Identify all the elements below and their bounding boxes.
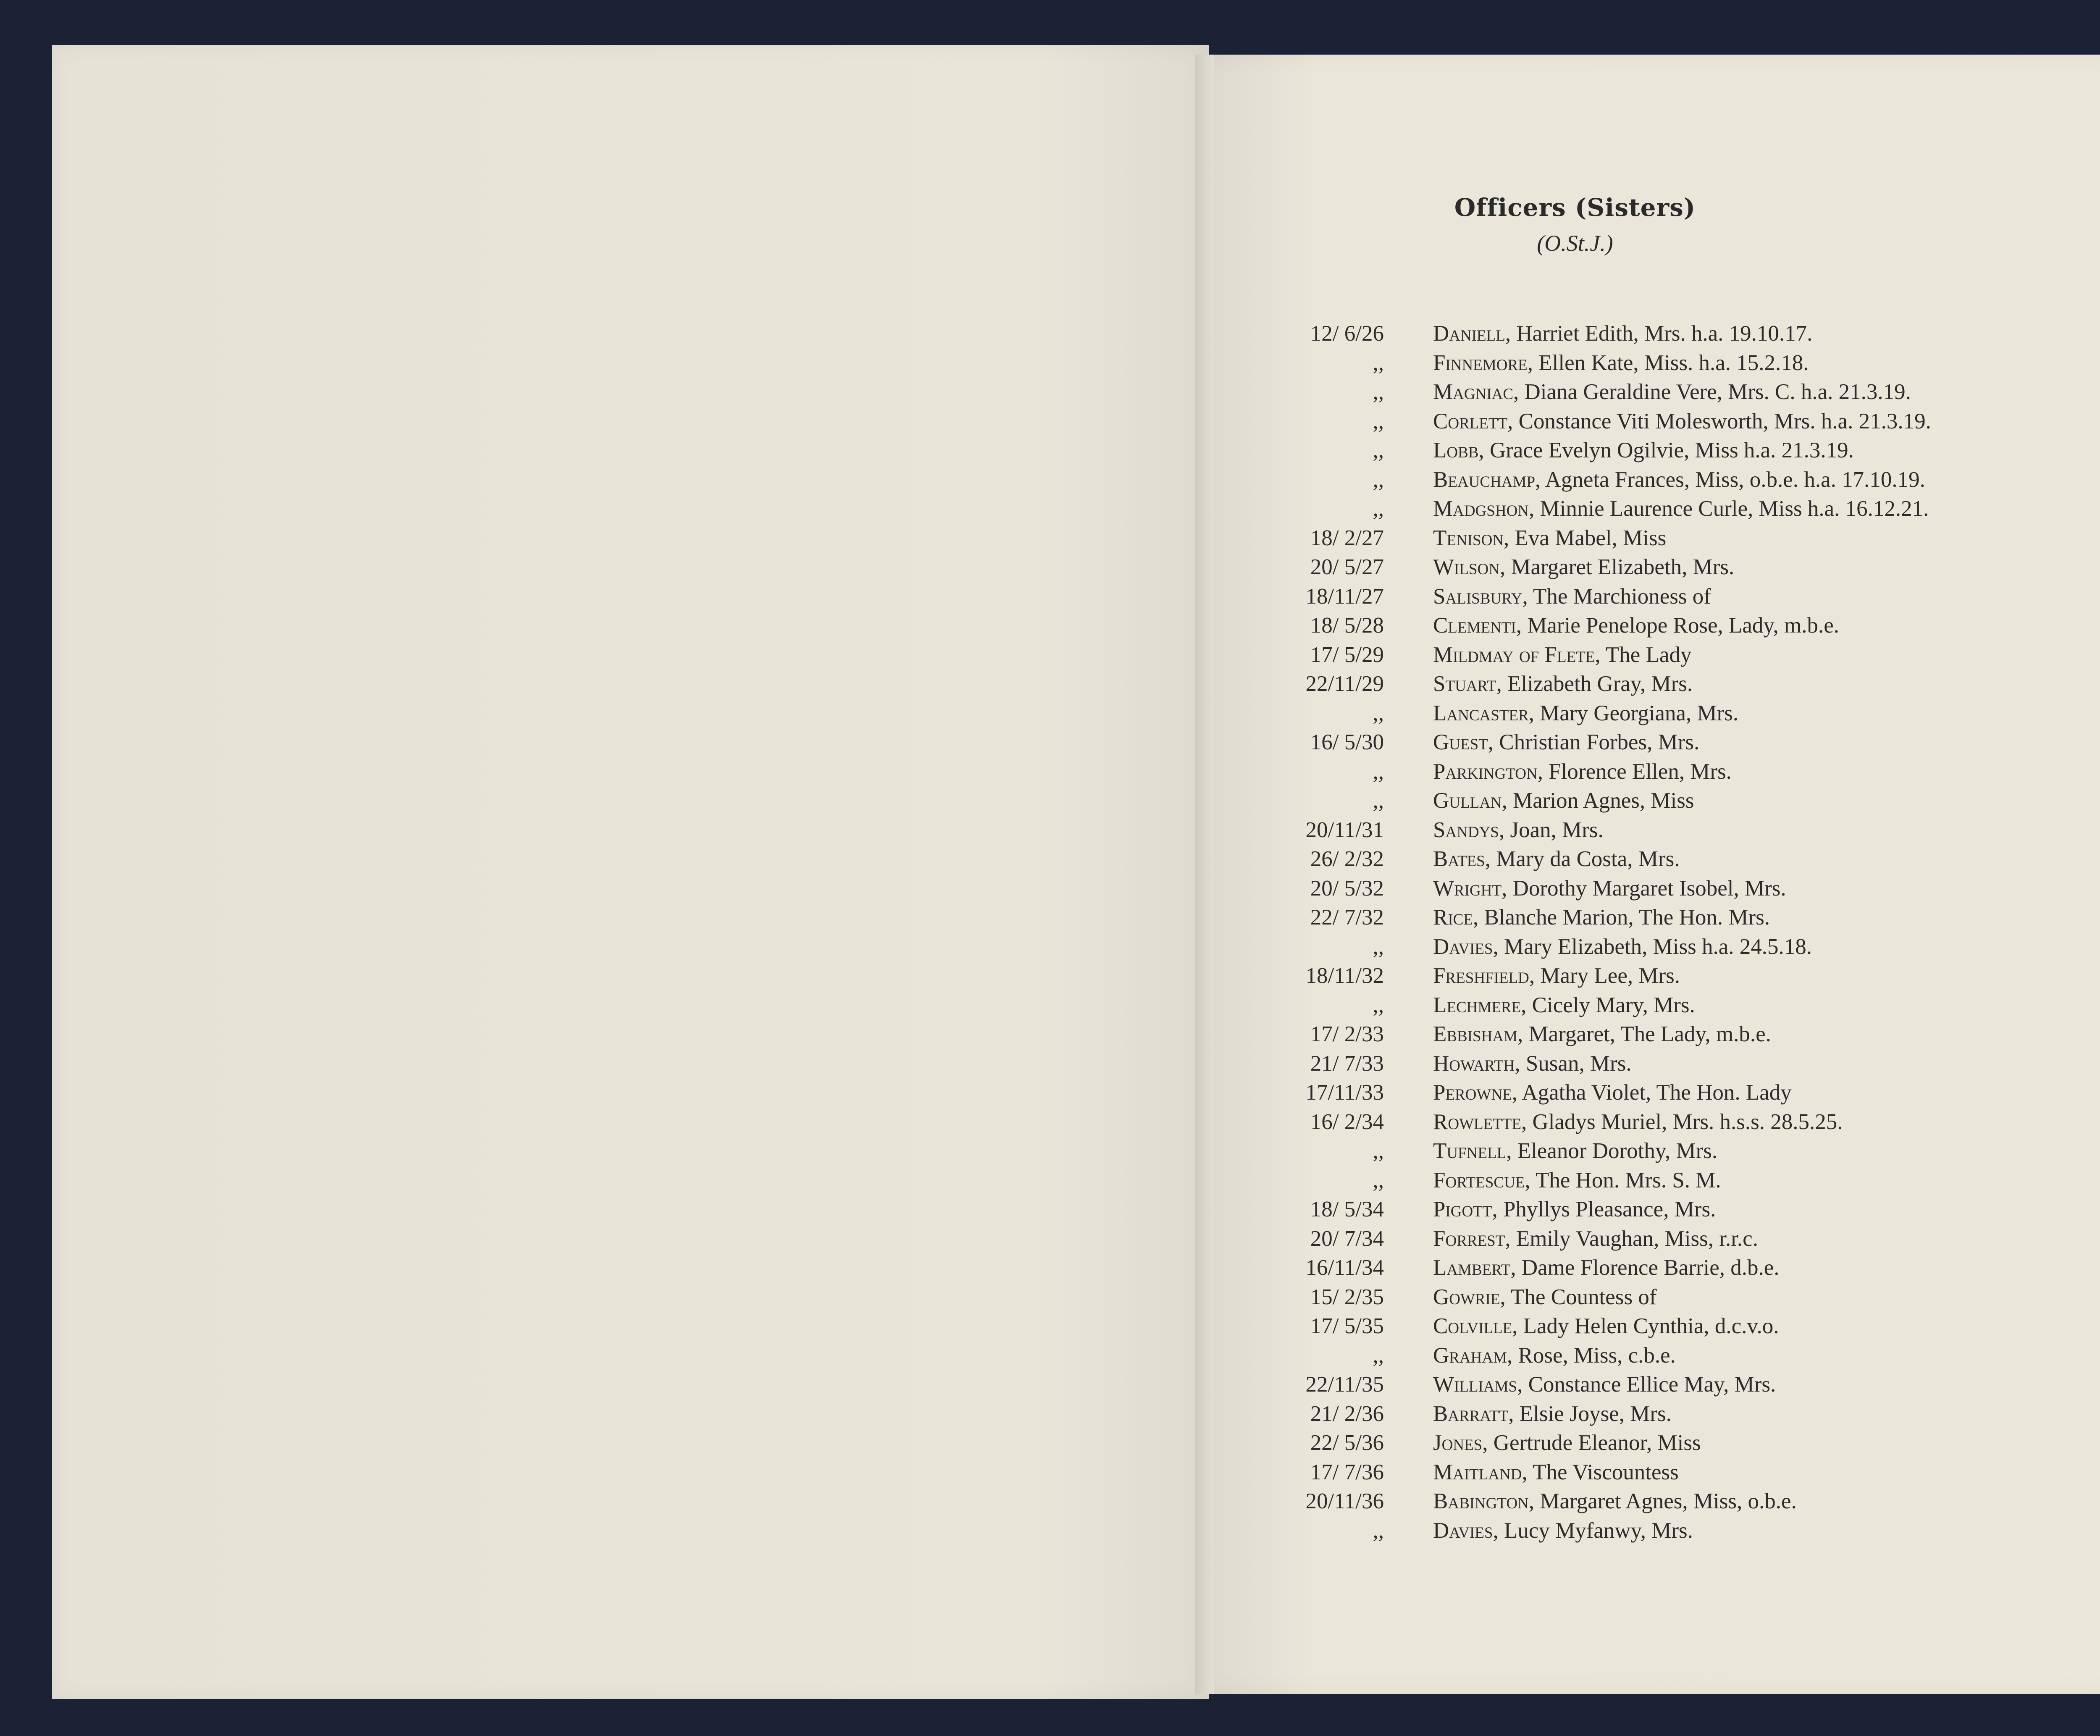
entry-surname: Perowne xyxy=(1433,1080,1512,1105)
entry-name xyxy=(1433,701,1738,726)
list-item xyxy=(1254,846,2100,876)
list-item xyxy=(1254,1168,2100,1197)
entry-details: , Marie Penelope Rose, Lady, m.b.e. xyxy=(1516,613,1839,638)
entry-details: , Lucy Myfanwy, Mrs. xyxy=(1493,1518,1693,1543)
entry-date: 16/ 5/30 xyxy=(1310,730,1384,754)
entry-date: 18/11/27 xyxy=(1305,584,1384,609)
entry-name xyxy=(1433,1197,1716,1222)
list-item xyxy=(1254,1197,2100,1226)
entry-details: , Susan, Mrs. xyxy=(1515,1051,1632,1076)
entry-details: , Agneta Frances, Miss, o.b.e. h.a. 17.10.19. xyxy=(1535,467,1925,492)
entry-surname: Beauchamp xyxy=(1433,467,1535,492)
list-item xyxy=(1254,788,2100,817)
entry-surname: Magniac xyxy=(1433,380,1514,404)
entry-name xyxy=(1433,642,1691,667)
list-item xyxy=(1254,613,2100,642)
list-item xyxy=(1254,671,2100,701)
entry-date: 16/ 2/34 xyxy=(1310,1109,1384,1134)
entry-name xyxy=(1433,671,1693,696)
list-item xyxy=(1254,1313,2100,1343)
entry-name xyxy=(1433,1284,1656,1310)
list-item xyxy=(1254,934,2100,964)
entry-name xyxy=(1433,730,1699,755)
entry-surname: Tenison xyxy=(1433,525,1504,550)
entry-name xyxy=(1433,993,1695,1018)
entry-date: ,, xyxy=(1373,409,1384,433)
entry-surname: Freshfield xyxy=(1433,964,1529,988)
entry-name xyxy=(1433,876,1786,901)
entry-surname: Davies xyxy=(1433,934,1493,959)
entry-name xyxy=(1433,905,1770,930)
entry-surname: Clementi xyxy=(1433,613,1516,638)
entry-name xyxy=(1433,1168,1721,1193)
entry-date: ,, xyxy=(1373,467,1384,492)
entry-date: ,, xyxy=(1373,788,1384,813)
entry-surname: Salisbury xyxy=(1433,584,1522,609)
entry-details: , Margaret Elizabeth, Mrs. xyxy=(1499,555,1735,579)
entry-details: , Florence Ellen, Mrs. xyxy=(1537,759,1732,784)
list-item xyxy=(1254,876,2100,905)
list-item xyxy=(1254,1022,2100,1051)
entry-date: 20/11/36 xyxy=(1305,1489,1384,1513)
entry-surname: Babington xyxy=(1433,1489,1529,1513)
entry-details: , Margaret, The Lady, m.b.e. xyxy=(1517,1022,1771,1046)
entry-surname: Wright xyxy=(1433,876,1502,901)
entry-details: , Gladys Muriel, Mrs. h.s.s. 28.5.25. xyxy=(1521,1109,1843,1134)
entry-name xyxy=(1433,963,1680,988)
list-item xyxy=(1254,321,2100,350)
entry-details: , Christian Forbes, Mrs. xyxy=(1488,730,1700,754)
entry-name xyxy=(1433,1489,1797,1514)
entry-date: 20/11/31 xyxy=(1305,817,1384,842)
entry-surname: Fortescue xyxy=(1433,1168,1525,1192)
entry-details: , Mary Lee, Mrs. xyxy=(1529,964,1680,988)
entry-surname: Madgshon xyxy=(1433,496,1529,521)
list-item xyxy=(1254,1109,2100,1139)
list-item xyxy=(1254,1138,2100,1168)
entry-name xyxy=(1433,1460,1679,1485)
entry-date: 22/ 7/32 xyxy=(1310,905,1384,930)
entry-details: , Dame Florence Barrie, d.b.e. xyxy=(1510,1255,1780,1280)
entry-details: , Joan, Mrs. xyxy=(1499,817,1604,842)
entry-surname: Ebbisham xyxy=(1433,1022,1517,1046)
entry-date: ,, xyxy=(1373,438,1384,462)
entry-surname: Sandys xyxy=(1433,817,1499,842)
entry-date: ,, xyxy=(1373,1168,1384,1192)
entry-date: ,, xyxy=(1373,1343,1384,1368)
entry-details: , The Lady xyxy=(1595,642,1692,667)
entry-details: , Cicely Mary, Mrs. xyxy=(1521,993,1695,1017)
entry-details: , Constance Ellice May, Mrs. xyxy=(1517,1372,1776,1397)
entry-date: 16/11/34 xyxy=(1305,1255,1384,1280)
entry-name xyxy=(1433,788,1694,813)
entry-name xyxy=(1433,584,1711,609)
entry-date: 18/ 5/28 xyxy=(1310,613,1384,638)
list-item xyxy=(1254,554,2100,584)
entry-name xyxy=(1433,817,1604,843)
entry-surname: Maitland xyxy=(1433,1460,1522,1484)
list-item xyxy=(1254,379,2100,409)
entry-name xyxy=(1433,1022,1771,1047)
entry-date: 22/11/35 xyxy=(1305,1372,1384,1397)
entry-name xyxy=(1433,525,1666,551)
heading-title: Officers (Sisters) xyxy=(1454,193,1696,222)
entry-surname: Graham xyxy=(1433,1343,1507,1368)
entry-details: , Phyllys Pleasance, Mrs. xyxy=(1492,1197,1716,1221)
entry-details: , Eva Mabel, Miss xyxy=(1504,525,1667,550)
entry-details: , Gertrude Eleanor, Miss xyxy=(1482,1431,1701,1455)
entry-details: , Margaret Agnes, Miss, o.b.e. xyxy=(1528,1489,1797,1513)
entry-surname: Gullan xyxy=(1433,788,1502,813)
list-item xyxy=(1254,496,2100,525)
entry-surname: Rice xyxy=(1433,905,1473,930)
entry-date: 18/11/32 xyxy=(1305,964,1384,988)
list-item xyxy=(1254,584,2100,613)
entry-surname: Corlett xyxy=(1433,409,1508,433)
list-item xyxy=(1254,1372,2100,1401)
entry-date: 17/ 2/33 xyxy=(1310,1022,1384,1046)
entry-date: 21/ 2/36 xyxy=(1310,1401,1384,1426)
entry-surname: Bates xyxy=(1433,847,1485,871)
entry-surname: Finnemore xyxy=(1433,350,1528,375)
entry-name xyxy=(1433,467,1925,492)
list-item xyxy=(1254,993,2100,1022)
entry-details: , Emily Vaughan, Miss, r.r.c. xyxy=(1505,1226,1758,1251)
list-item xyxy=(1254,963,2100,993)
entry-details: , Mary Elizabeth, Miss h.a. 24.5.18. xyxy=(1493,934,1812,959)
entry-name xyxy=(1433,1109,1843,1135)
entry-surname: Gowrie xyxy=(1433,1284,1500,1309)
left-page xyxy=(52,45,1209,1699)
entry-name xyxy=(1433,321,1812,346)
list-item xyxy=(1254,642,2100,672)
entry-surname: Forrest xyxy=(1433,1226,1505,1251)
entry-date: ,, xyxy=(1373,1518,1384,1543)
entry-name xyxy=(1433,1313,1779,1339)
entry-surname: Lancaster xyxy=(1433,701,1529,725)
entry-details: , Rose, Miss, c.b.e. xyxy=(1507,1343,1676,1368)
entry-surname: Williams xyxy=(1433,1372,1517,1397)
entry-details: , Constance Viti Molesworth, Mrs. h.a. 21.3.19. xyxy=(1507,409,1931,433)
entry-date: 17/ 5/35 xyxy=(1310,1314,1384,1338)
entry-name xyxy=(1433,1372,1776,1397)
heading-subtitle: (O.St.J.) xyxy=(1537,231,1613,256)
list-item xyxy=(1254,525,2100,555)
entry-surname: Mildmay of Flete xyxy=(1433,642,1595,667)
entry-surname: Parkington xyxy=(1433,759,1538,784)
list-item xyxy=(1254,701,2100,730)
entry-date: ,, xyxy=(1373,934,1384,959)
entry-date: ,, xyxy=(1373,1139,1384,1163)
entry-details: , Marion Agnes, Miss xyxy=(1502,788,1694,813)
entry-details: , The Hon. Mrs. S. M. xyxy=(1525,1168,1721,1192)
entry-surname: Colville xyxy=(1433,1314,1512,1338)
list-item xyxy=(1254,1430,2100,1460)
entry-name xyxy=(1433,1138,1717,1163)
entry-name xyxy=(1433,1051,1632,1076)
entry-surname: Jones xyxy=(1433,1431,1483,1455)
entry-date: 17/ 7/36 xyxy=(1310,1460,1384,1484)
entry-details: , Agatha Violet, The Hon. Lady xyxy=(1512,1080,1792,1105)
entry-name xyxy=(1433,1226,1758,1251)
list-item xyxy=(1254,1226,2100,1255)
entry-details: , Ellen Kate, Miss. h.a. 15.2.18. xyxy=(1527,350,1809,375)
entry-date: 18/ 2/27 xyxy=(1310,525,1384,550)
entry-details: , Diana Geraldine Vere, Mrs. C. h.a. 21.3.19. xyxy=(1513,380,1911,404)
entry-details: , Grace Evelyn Ogilvie, Miss h.a. 21.3.19. xyxy=(1478,438,1854,462)
entry-surname: Lobb xyxy=(1433,438,1479,462)
entry-details: , Harriet Edith, Mrs. h.a. 19.10.17. xyxy=(1505,321,1813,346)
entry-date: ,, xyxy=(1373,993,1384,1017)
entry-date: 12/ 6/26 xyxy=(1310,321,1384,346)
entry-date: 22/11/29 xyxy=(1305,672,1384,696)
entry-details: , Elizabeth Gray, Mrs. xyxy=(1496,672,1693,696)
list-item xyxy=(1254,817,2100,847)
list-item xyxy=(1254,1080,2100,1109)
list-item xyxy=(1254,1343,2100,1372)
list-item xyxy=(1254,1460,2100,1489)
entry-details: , Eleanor Dorothy, Mrs. xyxy=(1506,1139,1718,1163)
entry-name xyxy=(1433,846,1680,872)
list-item xyxy=(1254,1518,2100,1547)
entry-name xyxy=(1433,554,1734,580)
entry-date: 21/ 7/33 xyxy=(1310,1051,1384,1076)
entry-name xyxy=(1433,1343,1676,1368)
entry-name xyxy=(1433,438,1854,463)
list-item xyxy=(1254,759,2100,788)
entry-name xyxy=(1433,350,1809,376)
entry-date: 20/ 5/27 xyxy=(1310,555,1384,579)
entry-surname: Howarth xyxy=(1433,1051,1515,1076)
entry-date: 17/ 5/29 xyxy=(1310,642,1384,667)
entry-name xyxy=(1433,379,1911,404)
entry-details: , The Marchioness of xyxy=(1522,584,1711,609)
entry-name xyxy=(1433,1401,1672,1426)
entry-name xyxy=(1433,409,1931,434)
entry-date: ,, xyxy=(1373,350,1384,375)
entry-date: 15/ 2/35 xyxy=(1310,1284,1384,1309)
entry-name xyxy=(1433,1255,1780,1280)
entry-surname: Tufnell xyxy=(1433,1139,1507,1163)
list-item xyxy=(1254,730,2100,759)
list-item xyxy=(1254,1284,2100,1314)
entry-surname: Daniell xyxy=(1433,321,1505,346)
list-item xyxy=(1254,1489,2100,1518)
entry-date: ,, xyxy=(1373,701,1384,725)
officers-list xyxy=(1254,321,2100,1547)
entry-surname: Wilson xyxy=(1433,555,1500,579)
entry-surname: Lambert xyxy=(1433,1255,1511,1280)
entry-name xyxy=(1433,1518,1693,1543)
entry-name xyxy=(1433,934,1812,959)
entry-details: , The Viscountess xyxy=(1522,1460,1679,1484)
entry-name xyxy=(1433,1430,1701,1455)
entry-date: 17/11/33 xyxy=(1305,1080,1384,1105)
list-item xyxy=(1254,438,2100,467)
entry-date: 26/ 2/32 xyxy=(1310,847,1384,871)
entry-surname: Barratt xyxy=(1433,1401,1509,1426)
entry-date: 20/ 7/34 xyxy=(1310,1226,1384,1251)
entry-details: , Elsie Joyse, Mrs. xyxy=(1508,1401,1672,1426)
entry-surname: Stuart xyxy=(1433,672,1496,696)
book-gutter xyxy=(1195,55,1214,1694)
entry-surname: Pigott xyxy=(1433,1197,1492,1221)
list-item xyxy=(1254,905,2100,934)
entry-details: , Mary Georgiana, Mrs. xyxy=(1528,701,1739,725)
entry-date: ,, xyxy=(1373,380,1384,404)
entry-details: , Mary da Costa, Mrs. xyxy=(1485,847,1680,871)
entry-name xyxy=(1433,496,1929,521)
entry-details: , Blanche Marion, The Hon. Mrs. xyxy=(1473,905,1770,930)
section-heading xyxy=(1302,193,1848,256)
entry-details: , Minnie Laurence Curle, Miss h.a. 16.12.21. xyxy=(1529,496,1929,521)
list-item xyxy=(1254,350,2100,380)
list-item xyxy=(1254,409,2100,438)
entry-name xyxy=(1433,759,1732,784)
list-item xyxy=(1254,1255,2100,1284)
entry-date: 22/ 5/36 xyxy=(1310,1431,1384,1455)
entry-details: , Lady Helen Cynthia, d.c.v.o. xyxy=(1512,1314,1779,1338)
list-item xyxy=(1254,1401,2100,1431)
entry-date: ,, xyxy=(1373,496,1384,521)
entry-date: 20/ 5/32 xyxy=(1310,876,1384,901)
entry-surname: Guest xyxy=(1433,730,1488,754)
entry-details: , Dorothy Margaret Isobel, Mrs. xyxy=(1502,876,1786,901)
entry-surname: Davies xyxy=(1433,1518,1493,1543)
entry-surname: Lechmere xyxy=(1433,993,1521,1017)
entry-name xyxy=(1433,1080,1792,1105)
entry-details: , The Countess of xyxy=(1500,1284,1657,1309)
entry-date: 18/ 5/34 xyxy=(1310,1197,1384,1221)
list-item xyxy=(1254,1051,2100,1080)
entry-surname: Rowlette xyxy=(1433,1109,1521,1134)
entry-date: ,, xyxy=(1373,759,1384,784)
list-item xyxy=(1254,467,2100,496)
entry-name xyxy=(1433,613,1839,638)
